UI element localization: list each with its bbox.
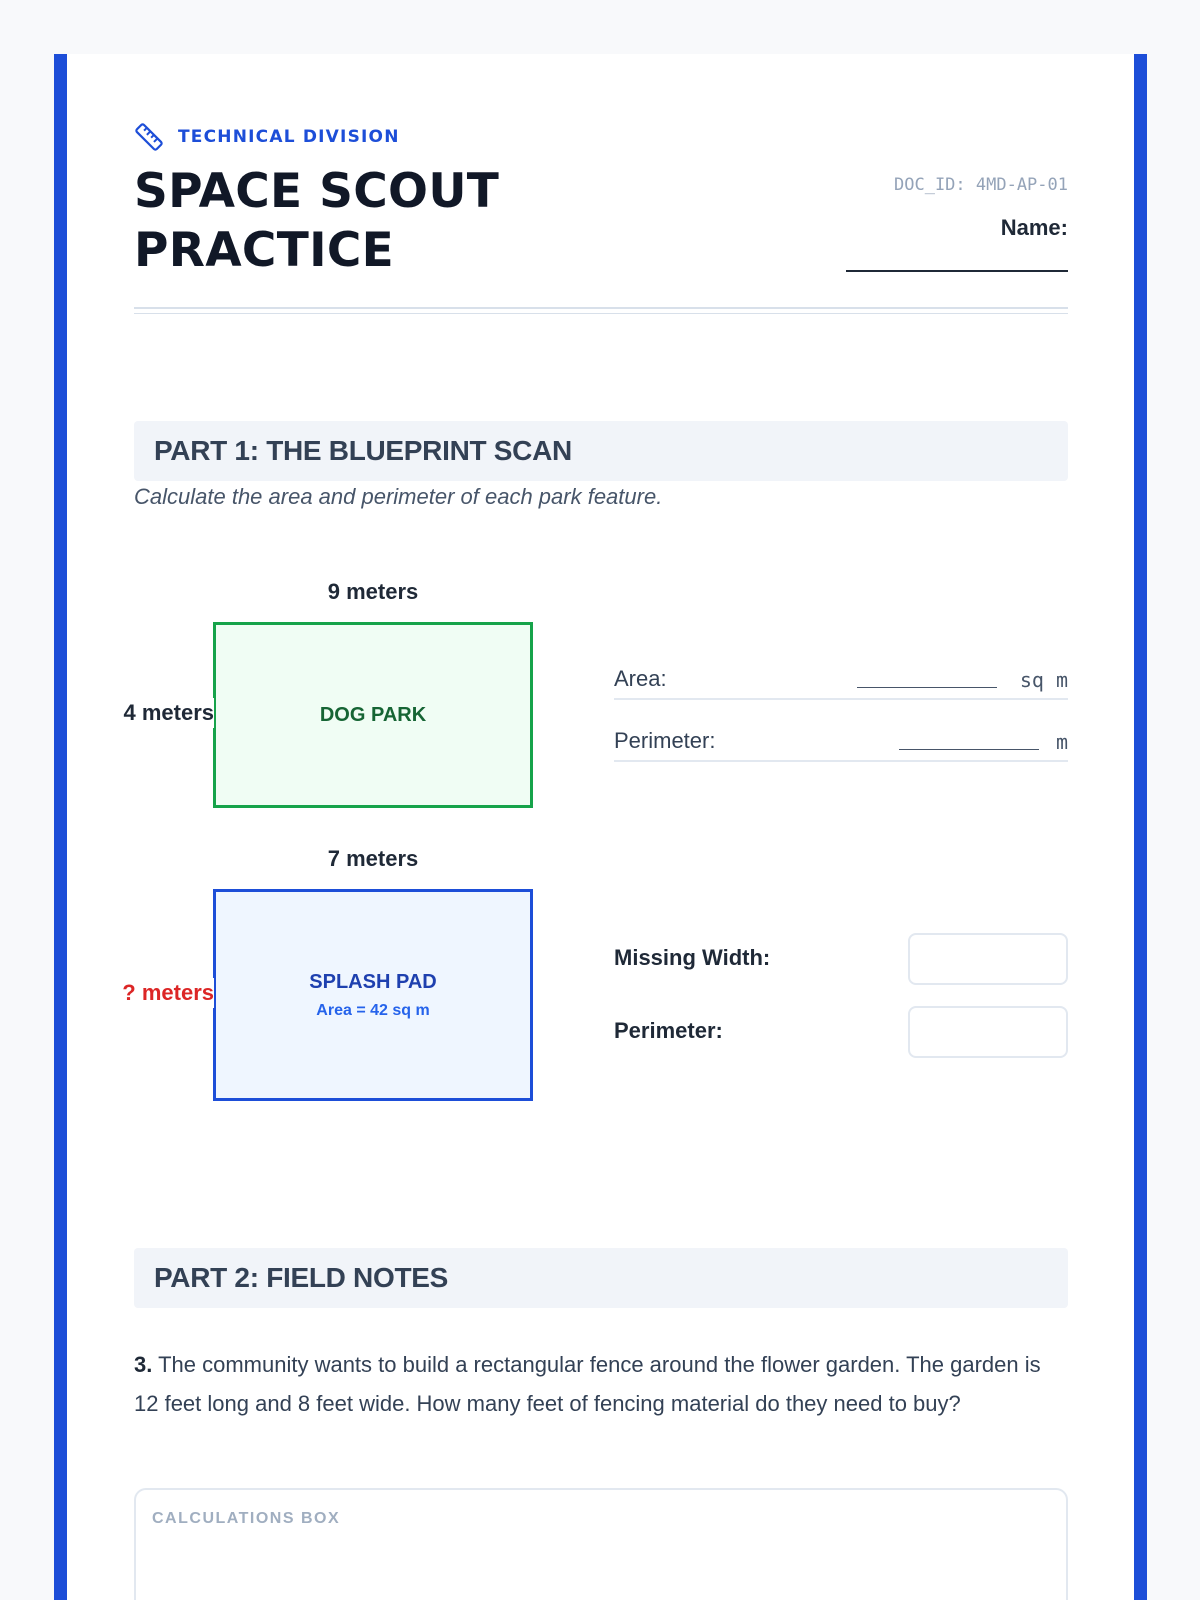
worksheet-page (54, 54, 1147, 1600)
splash-perimeter-label: Perimeter: (614, 1018, 723, 1043)
area-unit: sq m (1019, 668, 1068, 692)
doc-id: DOC_ID: 4MD-AP-01 (894, 175, 1068, 195)
name-label: Name: (1000, 215, 1068, 240)
splash-pad-rectangle (213, 889, 533, 1101)
area-answer-blank[interactable] (857, 680, 997, 688)
page-title: SPACE SCOUT PRACTICE (134, 164, 500, 278)
ruler-icon (134, 122, 164, 152)
missing-width-label: Missing Width: (614, 945, 771, 970)
perimeter-label: Perimeter: (614, 728, 716, 753)
question-number: 3. (134, 1352, 153, 1377)
name-field[interactable] (846, 270, 1068, 272)
splash-pad-width-label: ? meters (74, 978, 214, 1008)
splash-pad-area-note: Area = 42 sq m (316, 1001, 430, 1019)
question-3 (134, 1346, 1068, 1423)
perimeter-unit: m (1055, 730, 1068, 754)
part2-heading: PART 2: FIELD NOTES (134, 1248, 1068, 1308)
division-label: TECHNICAL DIVISION (178, 127, 400, 147)
splash-perimeter-input[interactable] (908, 1006, 1068, 1058)
dog-park-perimeter-row (614, 726, 1068, 762)
header-divider (134, 307, 1068, 309)
perimeter-answer-blank[interactable] (899, 742, 1039, 750)
division-tag (134, 122, 400, 152)
question-text: The community wants to build a rectangular fence around the flower garden. The garden is 12 feet long and 8 feet wide. How many feet of fencing material do they need to buy? (134, 1352, 1041, 1416)
part1-instructions: Calculate the area and perimeter of each park feature. (134, 484, 663, 509)
header-divider-thin (134, 313, 1068, 314)
dog-park-rectangle (213, 622, 533, 808)
calculations-box[interactable] (134, 1488, 1068, 1600)
area-label: Area: (614, 666, 667, 691)
dog-park-label: DOG PARK (319, 703, 427, 726)
dog-park-width-label: 4 meters (74, 698, 214, 728)
splash-pad-length-label: 7 meters (327, 846, 419, 871)
missing-width-input[interactable] (908, 933, 1068, 985)
calculations-label: CALCULATIONS BOX (152, 1510, 341, 1527)
dog-park-length-label: 9 meters (327, 579, 419, 604)
dog-park-area-row (614, 664, 1068, 700)
splash-pad-label: SPLASH PAD (309, 970, 437, 993)
part1-heading: PART 1: THE BLUEPRINT SCAN (134, 421, 1068, 481)
